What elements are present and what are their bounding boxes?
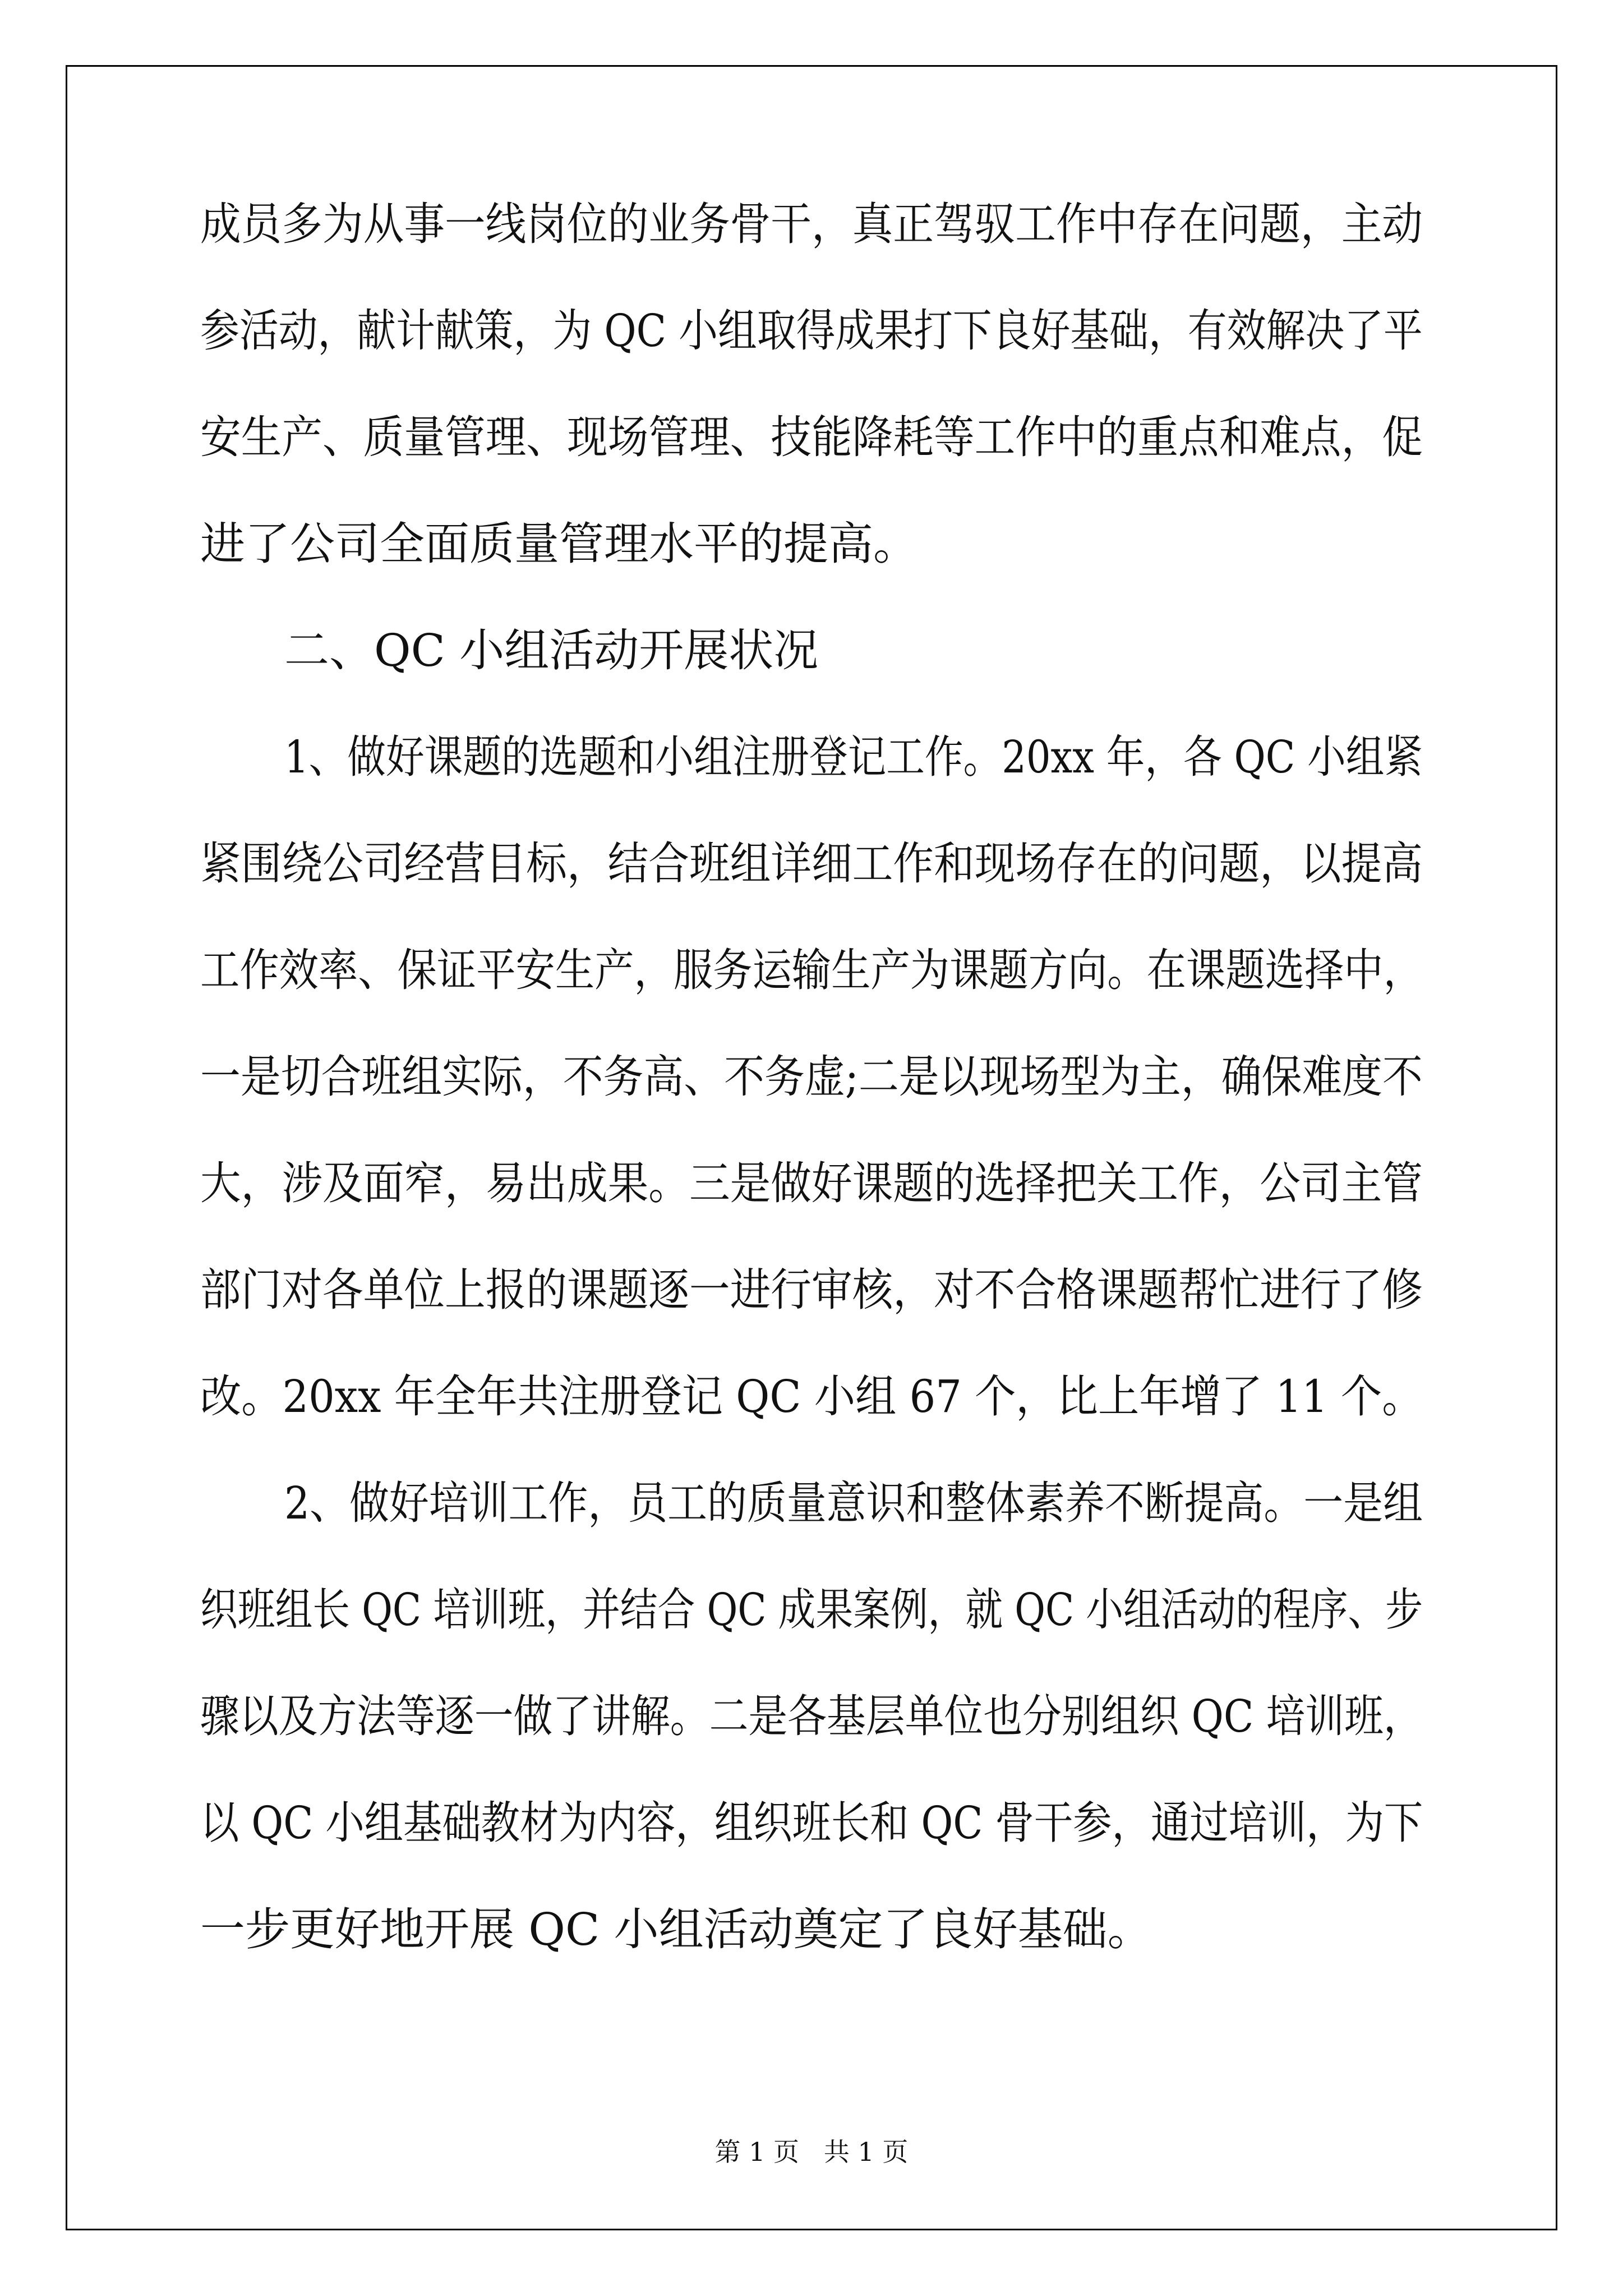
text-line: 骤以及方法等逐一做了讲解。二是各基层单位也分别组织 QC 培训班， [200,1690,1423,1742]
text-line: 改。20xx 年全年共注册登记 QC 小组 67 个，比上年增了 11 个。 [200,1370,1423,1423]
text-line: 一是切合班组实际，不务高、不务虚;二是以现场型为主，确保难度不 [200,1051,1423,1103]
text-line: 安生产、质量管理、现场管理、技能降耗等工作中的重点和难点，促 [200,411,1423,463]
text-line: 以 QC 小组基础教材为内容，组织班长和 QC 骨干参，通过培训，为下 [200,1797,1423,1849]
text-line: 成员多为从事一线岗位的业务骨干，真正驾驭工作中存在问题，主动 [200,198,1423,250]
text-line: 1、做好课题的选题和小组注册登记工作。20xx 年，各 QC 小组紧 [284,731,1423,783]
text-line: 织班组长 QC 培训班，并结合 QC 成果案例，就 QC 小组活动的程序、步 [200,1584,1423,1636]
section-heading: 二、QC 小组活动开展状况 [284,624,819,677]
text-line: 大，涉及面窄，易出成果。三是做好课题的选择把关工作，公司主管 [200,1157,1423,1209]
text-line: 紧围绕公司经营目标，结合班组详细工作和现场存在的问题，以提高 [200,838,1423,890]
text-line: 参活动，献计献策，为 QC 小组取得成果打下良好基础，有效解决了平 [200,305,1423,357]
text-line: 2、做好培训工作，员工的质量意识和整体素养不断提高。一是组 [284,1477,1423,1529]
text-line: 一步更好地开展 QC 小组活动奠定了良好基础。 [200,1903,1152,1955]
text-line: 工作效率、保证平安生产，服务运输生产为课题方向。在课题选择中， [200,944,1423,996]
text-line: 部门对各单位上报的课题逐一进行审核，对不合格课题帮忙进行了修 [200,1264,1423,1316]
text-line: 进了公司全面质量管理水平的提高。 [200,518,918,570]
page-footer: 第 1 页 共 1 页 [714,2137,909,2167]
